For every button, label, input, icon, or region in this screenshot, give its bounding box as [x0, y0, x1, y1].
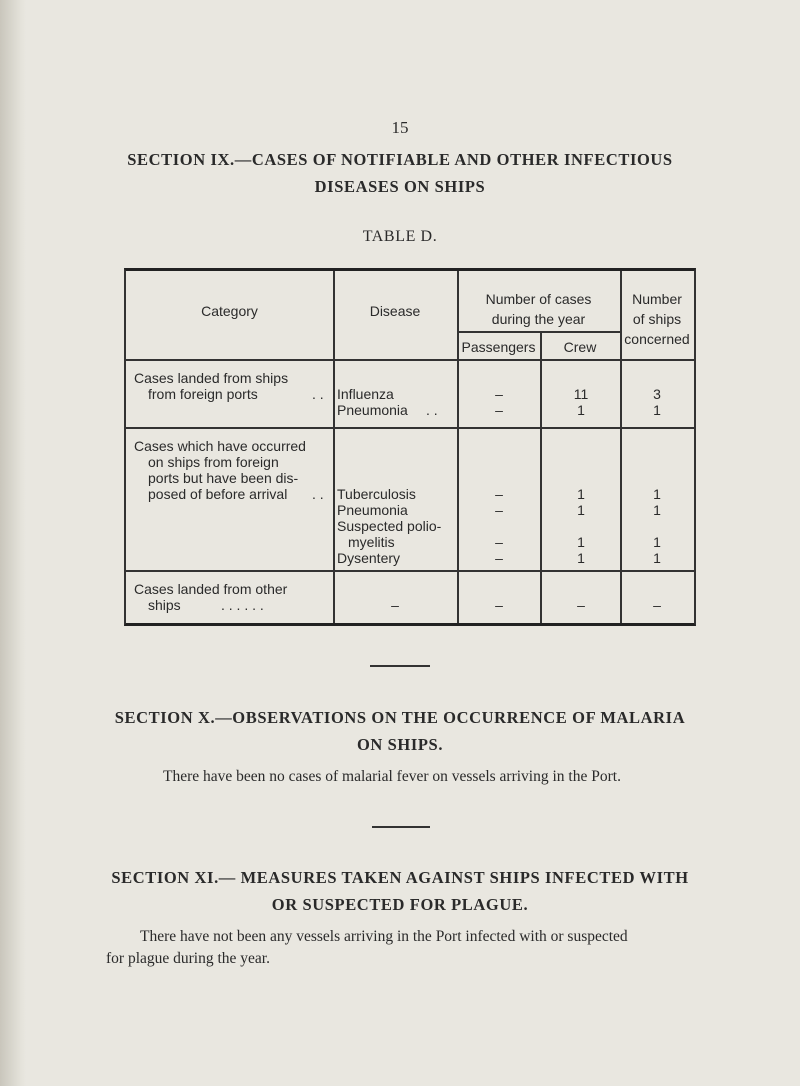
- section-x-title: [0, 704, 800, 758]
- group1-row1-passengers: –: [495, 386, 503, 402]
- header-category: Category: [201, 303, 258, 319]
- group3-disease: –: [391, 597, 399, 613]
- group2-row4-disease: Dysentery: [337, 550, 401, 566]
- header-cases-line2: during the year: [491, 311, 586, 327]
- group2-row2-disease: Pneumonia: [337, 502, 408, 518]
- subheader-rule: [457, 331, 620, 333]
- group2-category-line3: ports but have been dis-: [148, 470, 299, 486]
- group1-row1-ships: 3: [653, 386, 661, 402]
- group3-category-line2: ships: [148, 597, 181, 613]
- section-xi-body-line2: for plague during the year.: [106, 950, 270, 967]
- header-passengers: Passengers: [461, 339, 536, 355]
- header-crew: Crew: [563, 339, 597, 355]
- group1-row2-leader-dots: . .: [426, 402, 438, 418]
- group2-row4-ships: 1: [653, 550, 661, 566]
- header-ships-line3: concerned: [624, 331, 690, 347]
- group2-row3-disease-line1: Suspected polio-: [337, 518, 442, 534]
- group2-rule: [126, 570, 694, 572]
- section-x-title-line2: ON SHIPS.: [356, 735, 444, 754]
- section-divider-2: [372, 826, 430, 828]
- group3-ships: –: [653, 597, 661, 613]
- group2-row2-ships: 1: [653, 502, 661, 518]
- group2-category-line4: posed of before arrival: [148, 486, 288, 502]
- group2-category-line1: Cases which have occurred: [134, 438, 306, 454]
- header-ships-line2: of ships: [632, 311, 682, 327]
- group2-row3-disease-line2: myelitis: [348, 534, 395, 550]
- group2-category-line2: on ships from foreign: [148, 454, 279, 470]
- table-title: TABLE D.: [362, 228, 438, 245]
- section-x-title-line1: SECTION X.—OBSERVATIONS ON THE OCCURRENCE OF MALARIA: [114, 708, 686, 727]
- section-x-body: There have been no cases of malarial fever on vessels arriving in the Port.: [163, 768, 621, 785]
- table-d: [124, 268, 696, 626]
- header-ships-concerned: [620, 289, 694, 349]
- group1-row2-ships: 1: [653, 402, 661, 418]
- header-disease: Disease: [369, 303, 421, 319]
- group2-row3-passengers: –: [495, 534, 503, 550]
- group1-row1-disease: Influenza: [337, 386, 394, 402]
- section-ix-title-line1: SECTION IX.—CASES OF NOTIFIABLE AND OTHER INFECTIOUS: [127, 150, 673, 169]
- section-xi-body-line1: There have not been any vessels arriving in the Port infected with or suspected: [140, 928, 628, 945]
- group2-row1-crew: 1: [577, 486, 585, 502]
- group2-row1-disease: Tuberculosis: [337, 486, 416, 502]
- group2-row4-passengers: –: [495, 550, 503, 566]
- section-xi-title-line2: OR SUSPECTED FOR PLAGUE.: [271, 895, 529, 914]
- page-number: 15: [391, 118, 409, 137]
- group2-row3-crew: 1: [577, 534, 585, 550]
- section-xi-title-line1: SECTION XI.— MEASURES TAKEN AGAINST SHIPS INFECTED WITH: [111, 868, 689, 887]
- group1-row2-passengers: –: [495, 402, 503, 418]
- section-ix-title-line2: DISEASES ON SHIPS: [314, 177, 486, 196]
- header-number-of-cases: [457, 289, 620, 329]
- group1-category-line2: from foreign ports: [148, 386, 258, 402]
- group3-passengers: –: [495, 597, 503, 613]
- header-ships-line1: Number: [632, 291, 682, 307]
- group1-row2-crew: 1: [577, 402, 585, 418]
- group2-row2-passengers: –: [495, 502, 503, 518]
- header-cases-line1: Number of cases: [485, 291, 592, 307]
- group2-row2-crew: 1: [577, 502, 585, 518]
- group1-row2-disease: Pneumonia: [337, 402, 408, 418]
- group2-row3-ships: 1: [653, 534, 661, 550]
- group3-crew: –: [577, 597, 585, 613]
- header-rule: [126, 359, 694, 361]
- group2-row4-crew: 1: [577, 550, 585, 566]
- group2-row1-passengers: –: [495, 486, 503, 502]
- group3-leader-dots: . . . . . .: [221, 597, 264, 613]
- group1-leader-dots: . .: [312, 386, 324, 402]
- section-divider-1: [370, 665, 430, 667]
- group3-category-line1: Cases landed from other: [134, 581, 288, 597]
- group1-rule: [126, 427, 694, 429]
- group1-row1-crew: 11: [573, 386, 589, 402]
- section-xi-title: [0, 864, 800, 918]
- section-ix-title: [0, 146, 800, 200]
- col-divider-3: [540, 331, 542, 623]
- group2-row1-ships: 1: [653, 486, 661, 502]
- group2-leader-dots: . .: [312, 486, 324, 502]
- group1-category-line1: Cases landed from ships: [134, 370, 289, 386]
